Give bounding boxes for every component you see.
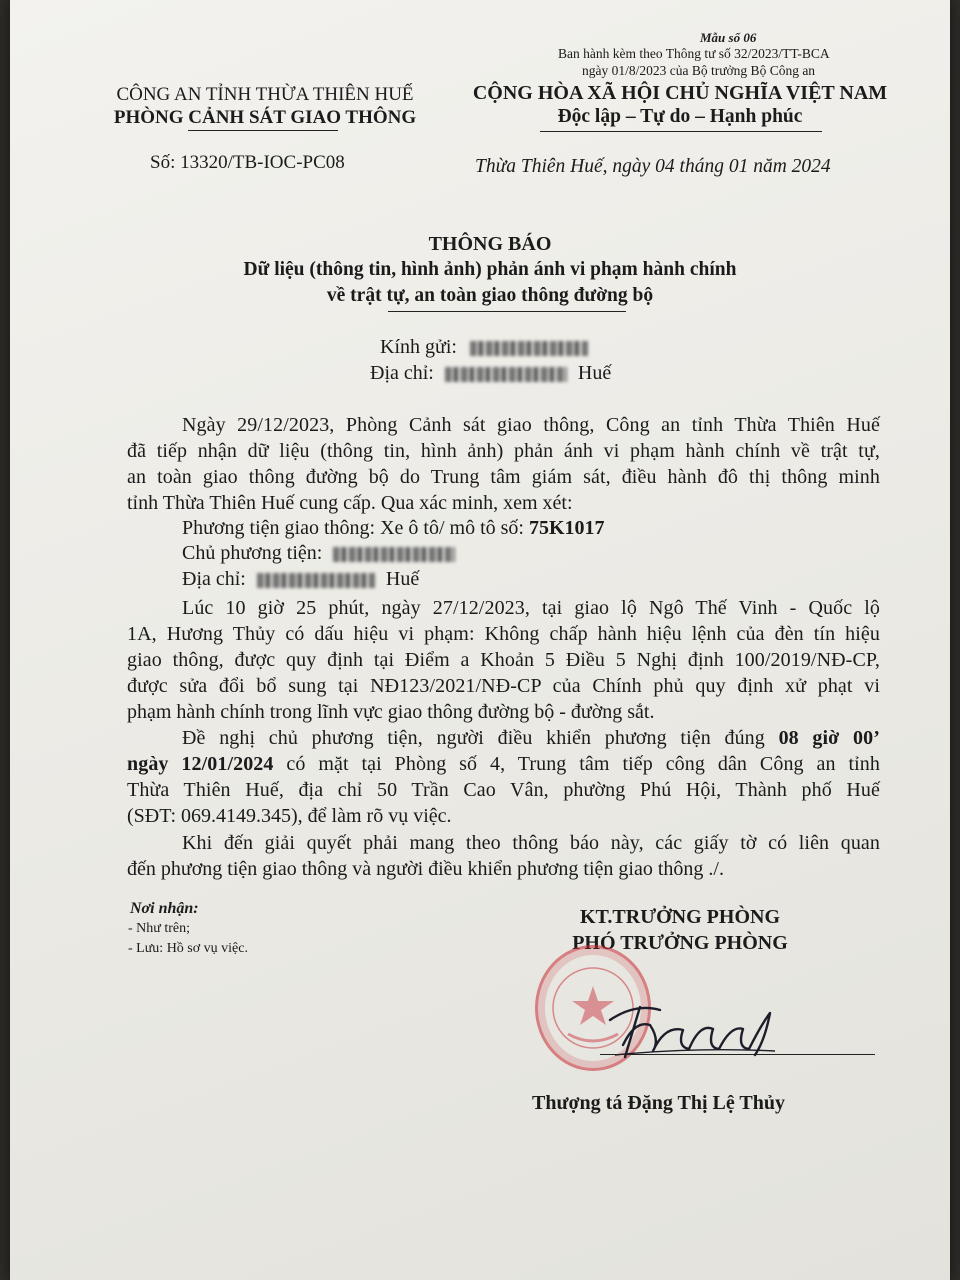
- p2-line1: Lúc 10 giờ 25 phút, ngày 27/12/2023, tại giao lộ Ngô Thế Vinh - Quốc lộ: [182, 597, 880, 619]
- p2-line4: được sửa đổi bổ sung tại NĐ123/2021/NĐ-CP của Chính phủ quy định xử phạt vi: [127, 675, 880, 697]
- p4-line2: đến phương tiện giao thông và người điều khiển phương tiện giao thông ./.: [127, 858, 724, 880]
- signature-role: PHÓ TRƯỞNG PHÒNG: [572, 932, 788, 954]
- noi-nhan-label: Nơi nhận:: [130, 900, 199, 917]
- recipient-line: [380, 336, 588, 359]
- issuer-line1: CÔNG AN TỈNH THỪA THIÊN HUẾ: [116, 84, 414, 105]
- p3-line4: (SĐT: 069.4149.345), để làm rõ vụ việc.: [127, 805, 452, 827]
- dia-chi-label: Địa chỉ:: [370, 362, 434, 384]
- p3-l1-text: Đề nghị chủ phương tiện, người điều khiển phương tiện đúng: [182, 727, 765, 749]
- issuer-underline: [188, 130, 338, 131]
- notice-title: THÔNG BÁO: [428, 233, 552, 255]
- redacted-recipient-address: [445, 367, 567, 382]
- noi-nhan-item-2: - Lưu: Hồ sơ vụ việc.: [128, 941, 248, 956]
- form-number: Mẫu số 06: [700, 30, 757, 45]
- title-underline: [388, 311, 626, 312]
- vehicle-label: Phương tiện giao thông: Xe ô tô/ mô tô số:: [182, 517, 524, 539]
- vehicle-plate: 75K1017: [528, 517, 605, 539]
- p2-line3: giao thông, được quy định tại Điểm a Khoản 5 Điều 5 Nghị định 100/2019/NĐ-CP,: [127, 649, 880, 671]
- form-issued-by: Ban hành kèm theo Thông tư số 32/2023/TT-BCA: [558, 46, 830, 61]
- noi-nhan-item-1: - Như trên;: [128, 921, 191, 936]
- p3-l2-text: có mặt tại Phòng số 4, Trung tâm tiếp công dân Công an tỉnh: [286, 753, 880, 775]
- p1-line1: Ngày 29/12/2023, Phòng Cảnh sát giao thông, Công an tỉnh Thừa Thiên Huế: [182, 414, 880, 436]
- signature-line: [600, 1054, 875, 1055]
- p3-line3: Thừa Thiên Huế, địa chỉ 50 Trần Cao Vân, phường Phú Hội, Thành phố Huế: [127, 779, 880, 801]
- document-sheet: [10, 0, 950, 1280]
- owner-line: [182, 540, 455, 566]
- motto-underline: [540, 131, 822, 132]
- p3-line1: [182, 725, 880, 751]
- handwritten-signature: [565, 985, 780, 1065]
- recipient-address-line: [370, 362, 611, 385]
- p1-line2: đã tiếp nhận dữ liệu (thông tin, hình ảnh) phản ánh vi phạm hành chính về trật tự,: [127, 440, 880, 462]
- document-number: Số: 13320/TB-IOC-PC08: [150, 152, 345, 173]
- appointment-date: ngày 12/01/2024: [127, 753, 274, 775]
- appointment-time: 08 giờ 00’: [778, 727, 880, 749]
- signature-kt: KT.TRƯỞNG PHÒNG: [580, 906, 780, 928]
- redacted-owner-address: [257, 573, 375, 588]
- notice-subtitle-2: về trật tự, an toàn giao thông đường bộ: [326, 285, 654, 306]
- p1-line3: an toàn giao thông đường bộ do Trung tâm giám sát, điều hành đô thị thông minh: [127, 466, 880, 488]
- form-issued-date: ngày 01/8/2023 của Bộ trưởng Bộ Công an: [582, 63, 816, 78]
- notice-subtitle-1: Dữ liệu (thông tin, hình ảnh) phản ánh vi phạm hành chính: [243, 259, 737, 280]
- owner-address-line: [182, 566, 419, 592]
- vehicle-line: [182, 515, 605, 541]
- nation-title: CỘNG HÒA XÃ HỘI CHỦ NGHĨA VIỆT NAM: [472, 82, 888, 104]
- place-date: Thừa Thiên Huế, ngày 04 tháng 01 năm 2024: [475, 156, 831, 177]
- owner-label: Chủ phương tiện:: [182, 542, 323, 564]
- dia-chi-suffix: Huế: [577, 362, 612, 384]
- p4-line1: Khi đến giải quyết phải mang theo thông báo này, các giấy tờ có liên quan: [182, 832, 880, 854]
- signer-name: Thượng tá Đặng Thị Lệ Thủy: [532, 1092, 785, 1114]
- redacted-owner-name: [333, 547, 455, 562]
- owner-address-suffix: Huế: [385, 568, 420, 590]
- owner-address-label: Địa chỉ:: [182, 568, 246, 590]
- p1-line4: tỉnh Thừa Thiên Huế cung cấp. Qua xác minh, xem xét:: [127, 492, 573, 514]
- issuer-line2: PHÒNG CẢNH SÁT GIAO THÔNG: [113, 107, 417, 128]
- p2-line5: phạm hành chính trong lĩnh vực giao thông đường bộ - đường sắt.: [127, 701, 655, 723]
- nation-motto: Độc lập – Tự do – Hạnh phúc: [557, 106, 803, 127]
- p2-line2: 1A, Hương Thủy có dấu hiệu vi phạm: Không chấp hành hiệu lệnh của đèn tín hiệu: [127, 623, 880, 645]
- kinh-gui-label: Kính gửi:: [380, 336, 457, 358]
- redacted-recipient-name: [470, 341, 588, 356]
- p3-line2: [127, 751, 880, 777]
